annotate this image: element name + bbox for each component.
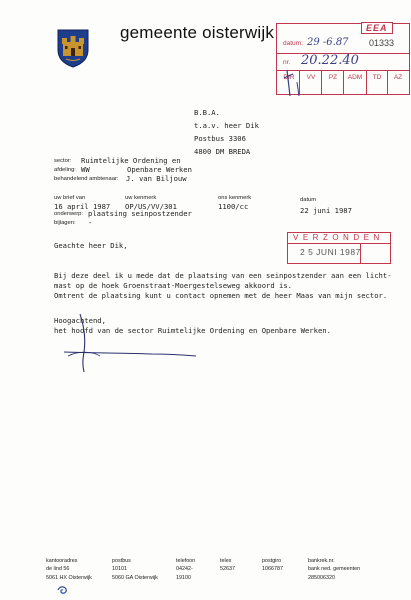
onderwerp-value: plaatsing seinpostzender [88,209,192,218]
verzonden-stamp [287,232,391,264]
telefoon-line-2: 19100 [176,575,191,581]
postgiro-line-1: 1066787 [262,566,283,572]
ambtenaar-value: J. van Biljouw [126,174,187,183]
uw-brief-value: 16 april 1987 [54,202,111,211]
stamp-datum-code: 01333 [369,38,395,48]
handwritten-signature [60,312,200,382]
stamp-col-adm: ADM [347,74,363,81]
uw-brief-label: uw brief van [54,195,86,201]
datum-value: 22 juni 1987 [300,206,352,215]
bank-label: bankrek.nr. [308,558,335,564]
ons-kenmerk-value: 1100/cc [218,202,249,211]
verzonden-title: VERZONDEN [293,233,384,242]
sector-value: Ruimtelijke Ordening en [81,156,181,165]
uw-kenmerk-value: OP/US/VV/301 [125,202,177,211]
stamp-col-td: TD [372,74,382,81]
stamp-brand: EEA [361,22,393,34]
stamp-nr-value: 20.22.40 [301,53,359,68]
stamp-col-dir: DIR [283,74,295,81]
afdeling-value: WW [81,165,90,174]
paragraph-line-1: Bij deze deel ik u mede dat de plaatsing van een seinpostzender aan een licht- [54,271,392,280]
telefoon-label: telefoon [176,558,196,564]
kantooradres-line-1: de lind 56 [46,566,70,572]
postgiro-label: postgiro [262,558,282,564]
postbus-line-1: 10101 [112,566,127,572]
telex-line-1: 52637 [220,566,235,572]
stamp-col-pz: PZ [328,74,338,81]
stamp-nr-label: nr. [283,59,291,66]
closing: Hoogachtend, [54,316,106,325]
stamp-datum-value: 29 -6.87 [307,37,349,48]
municipality-name: gemeente oisterwijk [120,23,275,42]
stamp-check-mark [281,68,305,98]
afdeling-label: afdeling: [54,167,76,173]
postbus-line-2: 5060 GA Oisterwijk [112,575,158,581]
registration-stamp [276,23,410,95]
datum-label: datum [300,197,317,203]
telefoon-line-1: 04242- [176,566,193,572]
stamp-datum-label: datum: [283,40,303,47]
afdeling-value-2: Openbare Werken [127,165,192,174]
uw-kenmerk-label: uw kenmerk [125,195,157,201]
paragraph-line-2: mast op de hoek Groenstraat-Moergestelseweg akkoord is. [54,281,292,290]
onderwerp-label: onderwerp: [54,211,84,217]
kantooradres-label: kantooradres [46,558,78,564]
footer-emblem-icon [57,585,69,595]
verzonden-date: 2 5 JUNI 1987 [300,247,361,257]
recipient-line-1: B.B.A. [194,108,220,117]
bijlagen-label: bijlagen: [54,220,76,226]
postbus-label: postbus [112,558,131,564]
stamp-col-az: AZ [393,74,403,81]
signature-line: het hoofd van de sector Ruimtelijke Ordening en Openbare Werken. [54,326,331,335]
bijlagen-value: - [88,218,93,227]
coat-of-arms-icon [56,28,90,68]
kantooradres-line-2: 5061 HX Oisterwijk [46,575,92,581]
recipient-line-3: Postbus 3306 [194,134,246,143]
bank-line-2: 285006320 [308,575,335,581]
bank-line-1: bank ned. gemeenten [308,566,361,572]
paragraph-line-3: Omtrent de plaatsing kunt u contact opnemen met de heer Maas van mijn sector. [54,291,388,300]
recipient-line-4: 4800 DM BREDA [194,147,251,156]
recipient-line-2: t.a.v. heer Dik [194,121,259,130]
ons-kenmerk-label: ons kenmerk [218,195,252,201]
stamp-col-vv: VV [306,74,316,81]
telex-label: telex [220,558,232,564]
salutation: Geachte heer Dik, [54,241,128,250]
ambtenaar-label: behandelend ambtenaar: [54,176,119,182]
sector-label: sector: [54,158,72,164]
